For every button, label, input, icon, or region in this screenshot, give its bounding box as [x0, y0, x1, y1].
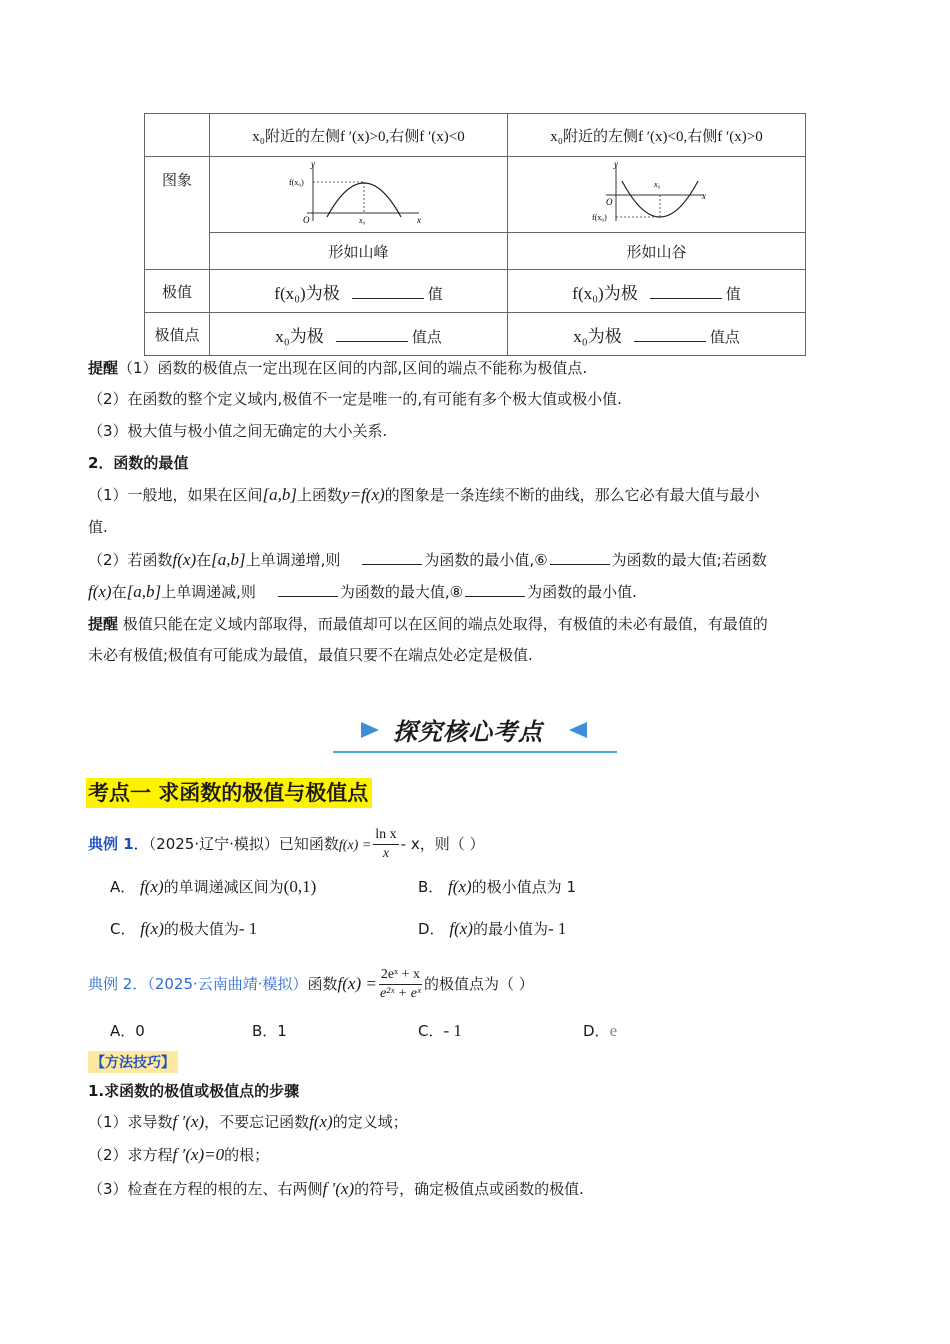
ex1-option-d-value: - 1 — [547, 919, 567, 938]
table-corner-cell — [145, 114, 210, 157]
valley-value-blank — [650, 284, 722, 299]
extrema-tip-2: 未必有极值;极值有可能成为最值，最值只要不在端点处必定是极值. — [88, 646, 533, 664]
p3b: 在 — [111, 583, 127, 601]
method-step-2 — [88, 1141, 862, 1169]
peak-value-cell — [210, 270, 508, 313]
valley-graph-cell — [508, 157, 806, 233]
valley-graph — [592, 161, 722, 225]
example-1-source: ．（2025·辽宁·模拟）已知函数 — [133, 835, 339, 853]
method-step-3 — [88, 1175, 862, 1203]
banner-title: 探究核心考点 — [393, 718, 543, 746]
valley-label: 形如山谷 — [508, 233, 806, 270]
p1a: （1）一般地，如果在区间 — [88, 486, 263, 504]
example-1-fraction — [373, 826, 398, 863]
s2-equation: f ′(x)=0 — [172, 1145, 225, 1164]
example-1-denominator: x — [382, 846, 390, 861]
ex2-option-c-letter: C． — [418, 1022, 444, 1040]
example-2-numerator: 2eˣ + x — [379, 966, 422, 985]
ex1-option-b-text: 的极小值点为 1 — [471, 878, 576, 896]
valley-point-suffix: 值点 — [709, 327, 740, 346]
p2a: （2）若函数 — [88, 551, 173, 569]
method-tag: 【方法技巧】 — [88, 1051, 178, 1073]
ex1-option-a[interactable] — [110, 876, 316, 897]
example-2-fx: f(x) = — [337, 974, 377, 993]
peak-origin-label: O — [302, 214, 309, 225]
valley-value-prefix: f(x₀)为极 — [572, 283, 638, 303]
s1-derivative: f ′(x) — [172, 1112, 205, 1131]
example-1-tail: - x，则（ ） — [400, 835, 485, 853]
ex2-option-b[interactable]: B．1 — [252, 1022, 287, 1040]
p2g: 为函数的最大值;若函数 — [611, 551, 767, 569]
peak-x-label: x — [416, 214, 421, 225]
ex2-option-c[interactable] — [418, 1020, 462, 1041]
valley-x0-label: x₀ — [653, 179, 660, 189]
example-1-numerator: ln x — [373, 826, 398, 845]
ex1-option-a-letter: A． — [110, 878, 136, 896]
example-1-fx: f(x) = — [338, 838, 372, 853]
blank-6 — [550, 549, 610, 565]
p1-function: y=f(x) — [342, 485, 385, 504]
peak-point-suffix: 值点 — [411, 327, 442, 346]
blank-8 — [465, 581, 525, 597]
extrema-tip-1 — [88, 610, 862, 638]
valley-fx0-label: f(x₀) — [591, 212, 607, 222]
ex1-option-d-f: f(x) — [449, 919, 473, 938]
ex1-option-b-f: f(x) — [448, 877, 472, 896]
ex2-option-c-value: - 1 — [443, 1021, 462, 1040]
ex1-option-c-letter: C． — [110, 920, 136, 938]
example-1-stem — [88, 826, 862, 863]
ex1-option-d-letter: D． — [418, 920, 445, 938]
ex1-option-a-text: 的单调递减区间为 — [163, 878, 284, 896]
valley-x-label: x — [701, 190, 706, 201]
topic-heading: 考点一 求函数的极值与极值点 — [86, 778, 372, 808]
valley-condition-header: x₀附近的左侧f ′(x)<0,右侧f ′(x)>0 — [508, 114, 806, 157]
blank-5 — [362, 549, 422, 565]
peak-value-blank — [352, 284, 424, 299]
valley-point-prefix: x₀为极 — [573, 326, 622, 346]
ex1-option-c-value: - 1 — [238, 919, 258, 938]
ex1-option-b-letter: B． — [418, 878, 444, 896]
extrema-para-2 — [88, 546, 862, 574]
left-arrow-icon — [569, 722, 587, 738]
p3-function: f(x) — [88, 582, 112, 601]
peak-label: 形如山峰 — [210, 233, 508, 270]
peak-value-suffix: 值 — [427, 284, 443, 303]
peak-point-cell — [210, 313, 508, 356]
valley-value-cell — [508, 270, 806, 313]
ex1-option-d-text: 的最小值为 — [472, 920, 548, 938]
peak-point-prefix: x₀为极 — [275, 326, 324, 346]
s1a: （1）求导数 — [88, 1113, 173, 1131]
extrema-para-3 — [88, 578, 862, 606]
peak-y-label: y — [310, 160, 315, 169]
blank-7 — [278, 581, 338, 597]
tip-line-2: （2）在函数的整个定义域内,极值不一定是唯一的,有可能有多个极大值或极小值. — [88, 390, 622, 408]
ex1-option-c-f: f(x) — [140, 919, 164, 938]
ex2-option-d-letter: D． — [583, 1022, 610, 1040]
ex1-option-d[interactable] — [418, 918, 566, 939]
section-heading-extrema: 2．函数的最值 — [88, 454, 189, 472]
tip-line-3: （3）极大值与极小值之间无确定的大小关系. — [88, 422, 388, 440]
method-step-1 — [88, 1108, 862, 1136]
value-row-label: 极值 — [145, 270, 210, 313]
example-2-fraction — [379, 966, 422, 1003]
p3-interval: [a,b] — [126, 582, 162, 601]
core-banner — [333, 706, 617, 754]
peak-condition-header: x₀附近的左侧f ′(x)>0,右侧f ′(x)<0 — [210, 114, 508, 157]
valley-origin-label: O — [605, 196, 612, 207]
tip-label: 提醒 — [88, 359, 119, 377]
p1-interval: [a,b] — [262, 485, 298, 504]
banner-underline — [333, 751, 617, 753]
p1e: 的图象是一条连续不断的曲线，那么它必有最大值与最小 — [384, 486, 760, 504]
extrema-para-1 — [88, 481, 862, 509]
ex1-option-c-text: 的极大值为 — [163, 920, 239, 938]
s2c: 的根； — [224, 1146, 270, 1164]
ex2-option-a[interactable]: A．0 — [110, 1022, 145, 1040]
point-row-label: 极值点 — [145, 313, 210, 356]
example-2-pre: 函数 — [307, 975, 338, 993]
p3f: 为函数的最小值. — [527, 583, 637, 601]
valley-value-suffix: 值 — [725, 284, 741, 303]
peak-x0-label: x₀ — [358, 215, 365, 225]
peak-point-blank — [336, 327, 408, 342]
p2-function: f(x) — [172, 550, 197, 569]
p3e: 为函数的最大值,⑧ — [339, 583, 464, 601]
tip-text-1: （1）函数的极值点一定出现在区间的内部,区间的端点不能称为极值点. — [118, 359, 588, 377]
peak-value-prefix: f(x₀)为极 — [274, 283, 340, 303]
right-arrow-icon — [361, 722, 379, 738]
tip-line-1 — [88, 354, 862, 382]
p2f: 为函数的最小值,⑥ — [424, 551, 548, 569]
ex1-option-a-f: f(x) — [140, 877, 164, 896]
extrema-tip-label: 提醒 — [88, 615, 119, 633]
p1c: 上函数 — [297, 486, 343, 504]
p2c: 在 — [196, 551, 212, 569]
example-2-label: 典例 2 — [88, 975, 133, 993]
s1c: ，不要忘记函数 — [204, 1113, 310, 1131]
extrema-para-1-cont: 值. — [88, 518, 108, 536]
valley-point-blank — [634, 327, 706, 342]
extremum-table — [144, 113, 806, 356]
s3a: （3）检查在方程的根的左、右两侧 — [88, 1180, 323, 1198]
extrema-tip-text-1: 极值只能在定义域内部取得，而最值却可以在区间的端点处取得，有极值的未必有最值，有最值的 — [122, 615, 768, 633]
s3-derivative: f ′(x) — [322, 1179, 355, 1198]
peak-fx0-label: f(x₀) — [288, 177, 304, 187]
example-2-stem — [88, 966, 862, 1003]
ex2-option-d[interactable] — [583, 1020, 617, 1041]
valley-y-label: y — [613, 160, 618, 169]
s1e: 的定义域； — [332, 1113, 408, 1131]
ex2-option-d-value: e — [609, 1021, 618, 1040]
peak-graph — [289, 161, 429, 225]
example-2-source: ．（2025·云南曲靖·模拟） — [132, 975, 308, 993]
peak-graph-cell — [210, 157, 508, 233]
p2-interval: [a,b] — [211, 550, 246, 569]
ex1-option-c[interactable] — [110, 918, 257, 939]
valley-point-cell — [508, 313, 806, 356]
method-title: 1.求函数的极值或极值点的步骤 — [88, 1082, 300, 1100]
p2e: 上单调递增,则 — [245, 551, 341, 569]
graph-row-label: 图象 — [145, 157, 210, 270]
ex1-option-a-value: (0,1) — [283, 877, 317, 896]
example-1-label: 典例 1 — [88, 835, 134, 853]
s1-function: f(x) — [309, 1112, 333, 1131]
example-2-denominator: e²ˣ + eˣ — [379, 986, 421, 1001]
s3c: 的符号，确定极值点或函数的极值. — [354, 1180, 584, 1198]
ex1-option-b[interactable] — [418, 876, 576, 897]
s2a: （2）求方程 — [88, 1146, 173, 1164]
example-2-tail: 的极值点为（ ） — [424, 975, 534, 993]
p3d: 上单调递减,则 — [161, 583, 256, 601]
